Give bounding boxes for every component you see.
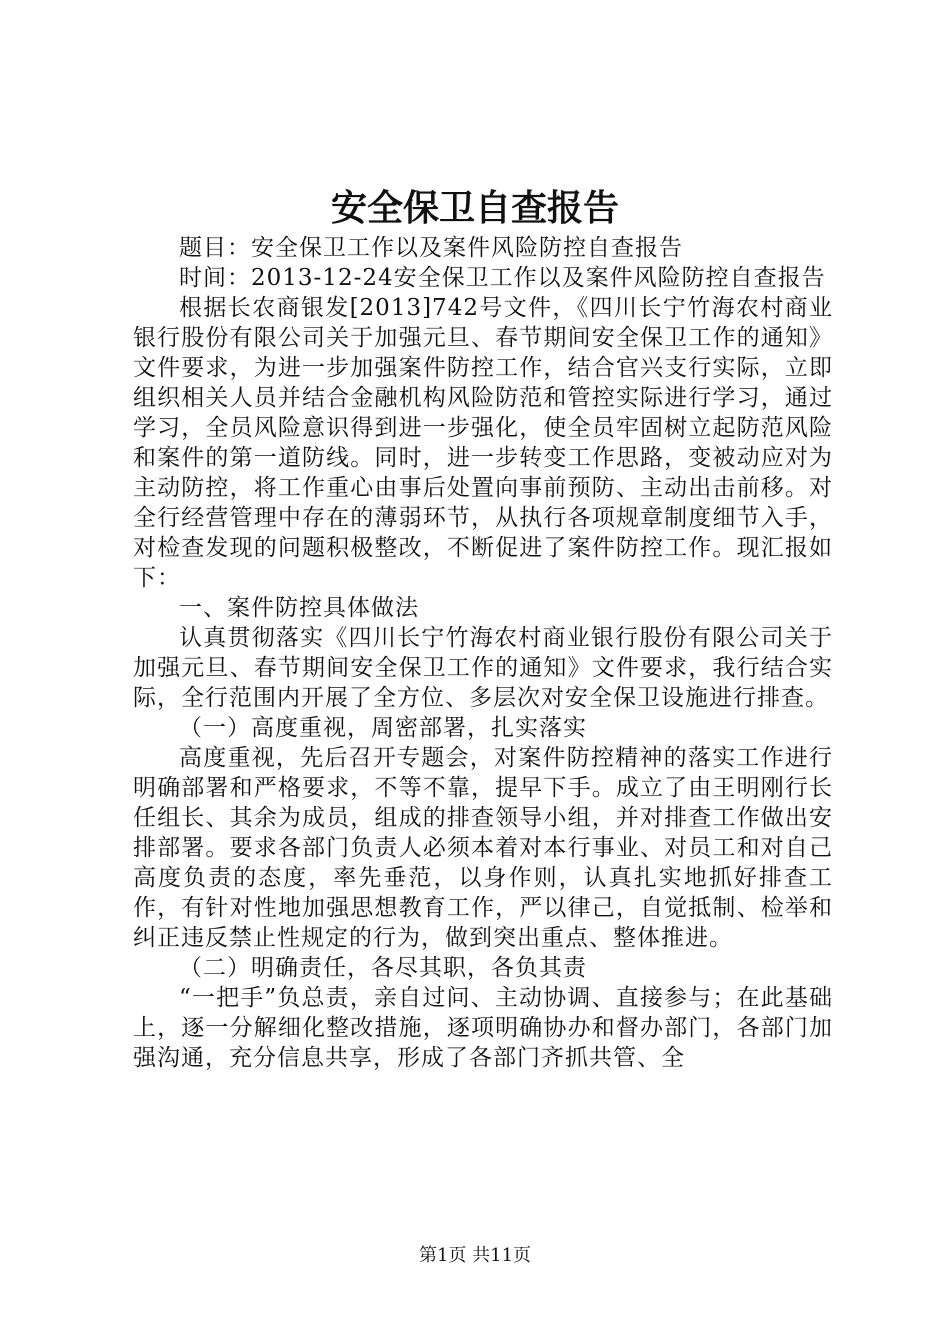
document-title: 安全保卫自查报告 [330,187,619,229]
subject-line: 题目：安全保卫工作以及案件风险防控自查报告 [179,235,683,261]
section-heading-1: 一、案件防控具体做法 [179,595,419,621]
document-body [133,233,833,1073]
intro-paragraph: 根据长农商银发[2013]742号文件，《四川长宁竹海农村商业银行股份有限公司关于加强元旦、春节期间安全保卫工作的通知》文件要求，为进一步加强案件防控工作，结合官兴支行实际，立即组织相关人员并结合金融机构风险防范和管控实际进行学习，通过学习，全员风险意识得到进一步强化，使全员牢固树立起防范风险和案件的第一道防线。同时，进一步转变工作思路，变被动应对为主动防控，将工作重心由事后处置向事前预防、主动出击前移。对全行经营管理中存在的薄弱环节，从执行各项规章制度细节入手，对检查发现的问题积极整改，不断促进了案件防控工作。现汇报如下： [133,295,833,591]
subsection-1-paragraph: 高度重视，先后召开专题会，对案件防控精神的落实工作进行明确部署和严格要求，不等不靠，提早下手。成立了由王明刚行长任组长、其余为成员，组成的排查领导小组，并对排查工作做出安排部署。要求各部门负责人必须本着对本行事业、对员工和对自己高度负责的态度，率先垂范，以身作则，认真扎实地抓好排查工作，有针对性地加强思想教育工作，严以律己，自觉抵制、检举和纠正违反禁止性规定的行为，做到突出重点、整体推进。 [133,745,833,951]
time-line: 时间：2013-12-24安全保卫工作以及案件风险防控自查报告 [179,265,826,291]
subsection-heading-1: （一）高度重视，周密部署，扎实落实 [179,715,587,741]
page-footer: 第1页 共11页 [418,1245,532,1266]
subsection-2-paragraph: “一把手”负总责，亲自过问、主动协调、直接参与；在此基础上，逐一分解细化整改措施，逐项明确协办和督办部门，各部门加强沟通，充分信息共享，形成了各部门齐抓共管、全 [133,985,833,1071]
subsection-heading-2: （二）明确责任，各尽其职，各负其责 [179,955,587,981]
section-1-paragraph: 认真贯彻落实《四川长宁竹海农村商业银行股份有限公司关于加强元旦、春节期间安全保卫工作的通知》文件要求，我行结合实际，全行范围内开展了全方位、多层次对安全保卫设施进行排查。 [133,625,833,711]
